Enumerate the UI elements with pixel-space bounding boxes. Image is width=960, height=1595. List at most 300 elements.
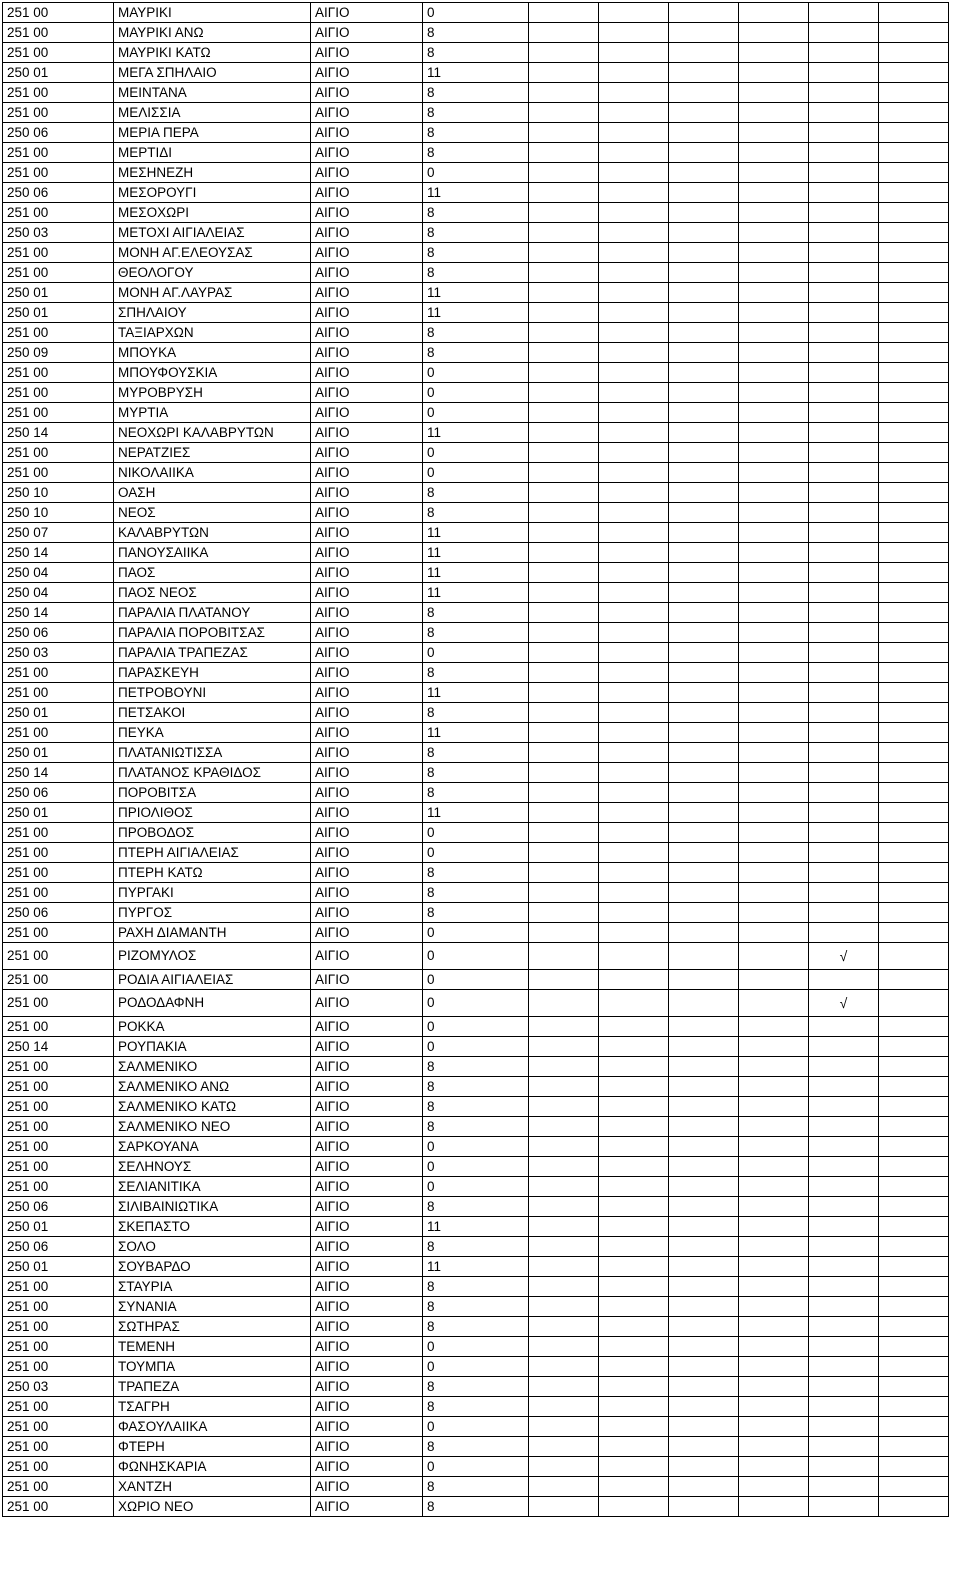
cell-value: 11 [423, 683, 529, 703]
cell-empty [669, 1097, 739, 1117]
cell-name: ΠΑΟΣ ΝΕΟΣ [114, 583, 311, 603]
postal-code-table [2, 2, 949, 1517]
cell-area: ΑΙΓΙΟ [311, 683, 423, 703]
cell-empty [879, 1497, 949, 1517]
cell-empty [599, 803, 669, 823]
cell-empty [599, 703, 669, 723]
cell-empty [529, 1497, 599, 1517]
cell-empty [669, 1057, 739, 1077]
cell-empty [599, 943, 669, 970]
cell-empty [599, 1357, 669, 1377]
cell-empty [879, 1477, 949, 1497]
cell-empty [669, 603, 739, 623]
cell-empty [669, 783, 739, 803]
table-row [3, 1317, 949, 1337]
table-row [3, 903, 949, 923]
cell-empty [529, 1397, 599, 1417]
cell-area: ΑΙΓΙΟ [311, 223, 423, 243]
cell-empty [669, 263, 739, 283]
cell-value: 8 [423, 1237, 529, 1257]
cell-check-mark [809, 363, 879, 383]
cell-empty [669, 683, 739, 703]
cell-empty [669, 1017, 739, 1037]
cell-empty [669, 503, 739, 523]
cell-code: 251 00 [3, 363, 114, 383]
cell-empty [529, 903, 599, 923]
cell-value: 8 [423, 1317, 529, 1337]
cell-empty [669, 1217, 739, 1237]
cell-empty [669, 123, 739, 143]
table-row [3, 883, 949, 903]
cell-empty [529, 843, 599, 863]
cell-empty [669, 1457, 739, 1477]
cell-code: 251 00 [3, 1477, 114, 1497]
cell-empty [879, 923, 949, 943]
cell-name: ΜΕΣΟΡΟΥΓΙ [114, 183, 311, 203]
cell-code: 250 06 [3, 183, 114, 203]
cell-empty [879, 723, 949, 743]
cell-empty [739, 943, 809, 970]
cell-empty [529, 383, 599, 403]
cell-area: ΑΙΓΙΟ [311, 723, 423, 743]
cell-empty [599, 723, 669, 743]
cell-check-mark [809, 23, 879, 43]
table-row [3, 163, 949, 183]
cell-check-mark [809, 1017, 879, 1037]
cell-empty [599, 583, 669, 603]
cell-empty [739, 703, 809, 723]
cell-empty [669, 343, 739, 363]
cell-code: 250 06 [3, 903, 114, 923]
cell-empty [529, 463, 599, 483]
cell-empty [739, 623, 809, 643]
cell-code: 251 00 [3, 923, 114, 943]
cell-area: ΑΙΓΙΟ [311, 1097, 423, 1117]
cell-name: ΠΑΝΟΥΣΑΙΙΚΑ [114, 543, 311, 563]
table-row [3, 1157, 949, 1177]
cell-empty [879, 343, 949, 363]
cell-check-mark [809, 1297, 879, 1317]
cell-empty [879, 1377, 949, 1397]
cell-value: 8 [423, 123, 529, 143]
cell-empty [879, 883, 949, 903]
cell-empty [599, 3, 669, 23]
cell-empty [739, 1177, 809, 1197]
cell-empty [599, 1337, 669, 1357]
cell-code: 250 07 [3, 523, 114, 543]
cell-value: 11 [423, 63, 529, 83]
cell-empty [529, 123, 599, 143]
cell-empty [879, 123, 949, 143]
cell-area: ΑΙΓΙΟ [311, 990, 423, 1017]
cell-empty [599, 1457, 669, 1477]
cell-empty [739, 1257, 809, 1277]
cell-empty [529, 623, 599, 643]
cell-empty [669, 823, 739, 843]
cell-empty [879, 1077, 949, 1097]
cell-value: 0 [423, 1017, 529, 1037]
table-row [3, 183, 949, 203]
cell-name: ΣΑΛΜΕΝΙΚΟ [114, 1057, 311, 1077]
cell-empty [599, 1157, 669, 1177]
cell-value: 8 [423, 763, 529, 783]
cell-name: ΝΕΡΑΤΖΙΕΣ [114, 443, 311, 463]
cell-value: 0 [423, 1137, 529, 1157]
cell-empty [599, 543, 669, 563]
cell-name: ΤΟΥΜΠΑ [114, 1357, 311, 1377]
cell-code: 251 00 [3, 663, 114, 683]
cell-empty [599, 1137, 669, 1157]
cell-value: 11 [423, 803, 529, 823]
cell-empty [599, 783, 669, 803]
cell-area: ΑΙΓΙΟ [311, 403, 423, 423]
cell-name: ΜΥΡΟΒΡΥΣΗ [114, 383, 311, 403]
table-row [3, 443, 949, 463]
cell-area: ΑΙΓΙΟ [311, 63, 423, 83]
cell-check-mark [809, 763, 879, 783]
cell-empty [879, 143, 949, 163]
cell-name: ΣΑΛΜΕΝΙΚΟ ΚΑΤΩ [114, 1097, 311, 1117]
cell-empty [529, 1197, 599, 1217]
cell-name: ΣΤΑΥΡΙΑ [114, 1277, 311, 1297]
cell-area: ΑΙΓΙΟ [311, 203, 423, 223]
cell-empty [879, 763, 949, 783]
cell-empty [599, 763, 669, 783]
cell-area: ΑΙΓΙΟ [311, 123, 423, 143]
cell-empty [599, 1237, 669, 1257]
cell-empty [529, 83, 599, 103]
cell-empty [739, 1017, 809, 1037]
cell-name: ΤΑΞΙΑΡΧΩΝ [114, 323, 311, 343]
cell-empty [529, 143, 599, 163]
cell-empty [739, 303, 809, 323]
cell-empty [529, 1277, 599, 1297]
cell-empty [879, 1117, 949, 1137]
cell-name: ΤΣΑΓΡΗ [114, 1397, 311, 1417]
cell-empty [879, 563, 949, 583]
cell-check-mark [809, 1057, 879, 1077]
cell-empty [529, 1117, 599, 1137]
cell-empty [739, 683, 809, 703]
cell-empty [739, 263, 809, 283]
cell-value: 11 [423, 583, 529, 603]
cell-value: 0 [423, 990, 529, 1017]
cell-empty [599, 283, 669, 303]
cell-empty [879, 423, 949, 443]
cell-name: ΜΕΣΗΝΕΖΗ [114, 163, 311, 183]
cell-area: ΑΙΓΙΟ [311, 523, 423, 543]
table-row [3, 1097, 949, 1117]
cell-value: 8 [423, 663, 529, 683]
cell-empty [739, 1477, 809, 1497]
cell-code: 250 06 [3, 1197, 114, 1217]
table-row [3, 543, 949, 563]
cell-code: 250 06 [3, 623, 114, 643]
cell-empty [599, 883, 669, 903]
cell-empty [669, 943, 739, 970]
cell-empty [599, 1437, 669, 1457]
cell-empty [669, 463, 739, 483]
cell-name: ΜΠΟΥΦΟΥΣΚΙΑ [114, 363, 311, 383]
cell-check-mark [809, 823, 879, 843]
cell-code: 251 00 [3, 943, 114, 970]
cell-code: 250 06 [3, 1237, 114, 1257]
cell-area: ΑΙΓΙΟ [311, 1057, 423, 1077]
cell-name: ΧΩΡΙΟ ΝΕΟ [114, 1497, 311, 1517]
cell-empty [599, 563, 669, 583]
cell-empty [739, 1037, 809, 1057]
cell-empty [739, 143, 809, 163]
cell-name: ΠΡΙΟΛΙΘΟΣ [114, 803, 311, 823]
cell-empty [739, 863, 809, 883]
cell-code: 251 00 [3, 1457, 114, 1477]
cell-code: 251 00 [3, 3, 114, 23]
cell-check-mark [809, 263, 879, 283]
cell-code: 250 14 [3, 543, 114, 563]
cell-name: ΤΡΑΠΕΖΑ [114, 1377, 311, 1397]
cell-check-mark [809, 1237, 879, 1257]
cell-area: ΑΙΓΙΟ [311, 423, 423, 443]
cell-area: ΑΙΓΙΟ [311, 1137, 423, 1157]
cell-empty [669, 423, 739, 443]
cell-empty [739, 583, 809, 603]
cell-name: ΡΙΖΟΜΥΛΟΣ [114, 943, 311, 970]
cell-empty [879, 403, 949, 423]
table-row [3, 1177, 949, 1197]
cell-empty [739, 543, 809, 563]
cell-code: 250 09 [3, 343, 114, 363]
cell-empty [529, 563, 599, 583]
cell-name: ΣΕΛΗΝΟΥΣ [114, 1157, 311, 1177]
cell-check-mark [809, 1097, 879, 1117]
cell-code: 250 01 [3, 63, 114, 83]
cell-code: 251 00 [3, 1117, 114, 1137]
table-row [3, 663, 949, 683]
cell-empty [879, 203, 949, 223]
cell-empty [599, 1197, 669, 1217]
cell-name: ΜΟΝΗ ΑΓ.ΛΑΥΡΑΣ [114, 283, 311, 303]
cell-empty [739, 1317, 809, 1337]
cell-area: ΑΙΓΙΟ [311, 1337, 423, 1357]
cell-empty [879, 1417, 949, 1437]
cell-area: ΑΙΓΙΟ [311, 1457, 423, 1477]
cell-value: 8 [423, 1197, 529, 1217]
cell-name: ΠΥΡΓΟΣ [114, 903, 311, 923]
cell-empty [669, 1437, 739, 1457]
cell-empty [529, 823, 599, 843]
cell-value: 8 [423, 243, 529, 263]
cell-check-mark [809, 343, 879, 363]
table-row [3, 283, 949, 303]
cell-empty [529, 443, 599, 463]
table-row [3, 723, 949, 743]
cell-code: 250 03 [3, 223, 114, 243]
cell-value: 0 [423, 1357, 529, 1377]
cell-empty [599, 643, 669, 663]
cell-code: 251 00 [3, 1357, 114, 1377]
cell-empty [599, 323, 669, 343]
cell-check-mark [809, 183, 879, 203]
cell-area: ΑΙΓΙΟ [311, 703, 423, 723]
table-row [3, 943, 949, 970]
cell-area: ΑΙΓΙΟ [311, 1397, 423, 1417]
cell-empty [879, 603, 949, 623]
cell-name: ΠΥΡΓΑΚΙ [114, 883, 311, 903]
table-row [3, 1277, 949, 1297]
cell-code: 250 03 [3, 643, 114, 663]
cell-empty [739, 1497, 809, 1517]
cell-name: ΜΕΡΙΑ ΠΕΡΑ [114, 123, 311, 143]
cell-code: 251 00 [3, 143, 114, 163]
cell-area: ΑΙΓΙΟ [311, 163, 423, 183]
cell-area: ΑΙΓΙΟ [311, 803, 423, 823]
cell-check-mark [809, 1077, 879, 1097]
cell-empty [529, 803, 599, 823]
table-row [3, 143, 949, 163]
cell-area: ΑΙΓΙΟ [311, 1177, 423, 1197]
cell-empty [529, 3, 599, 23]
cell-empty [739, 1437, 809, 1457]
cell-check-mark [809, 383, 879, 403]
cell-empty [879, 3, 949, 23]
cell-name: ΜΕΤΟΧΙ ΑΙΓΙΑΛΕΙΑΣ [114, 223, 311, 243]
cell-empty [879, 83, 949, 103]
cell-empty [739, 1077, 809, 1097]
cell-empty [879, 903, 949, 923]
cell-empty [739, 463, 809, 483]
cell-empty [599, 383, 669, 403]
cell-empty [599, 443, 669, 463]
cell-empty [669, 483, 739, 503]
cell-empty [669, 383, 739, 403]
cell-area: ΑΙΓΙΟ [311, 970, 423, 990]
cell-value: 11 [423, 1257, 529, 1277]
cell-value: 11 [423, 303, 529, 323]
cell-check-mark [809, 303, 879, 323]
cell-name: ΦΤΕΡΗ [114, 1437, 311, 1457]
cell-empty [529, 1157, 599, 1177]
cell-code: 250 14 [3, 763, 114, 783]
table-row [3, 223, 949, 243]
cell-check-mark [809, 1337, 879, 1357]
table-row [3, 1257, 949, 1277]
cell-empty [669, 923, 739, 943]
cell-name: ΝΕΟΣ [114, 503, 311, 523]
cell-check-mark [809, 83, 879, 103]
cell-empty [599, 303, 669, 323]
cell-area: ΑΙΓΙΟ [311, 543, 423, 563]
cell-empty [529, 23, 599, 43]
cell-check-mark [809, 803, 879, 823]
cell-name: ΦΩΝΗΣΚΑΡΙΑ [114, 1457, 311, 1477]
cell-code: 251 00 [3, 1337, 114, 1357]
cell-area: ΑΙΓΙΟ [311, 943, 423, 970]
cell-empty [669, 1357, 739, 1377]
cell-empty [529, 1437, 599, 1457]
cell-empty [669, 990, 739, 1017]
table-row [3, 483, 949, 503]
table-row [3, 643, 949, 663]
table-row [3, 823, 949, 843]
cell-empty [739, 990, 809, 1017]
cell-value: 0 [423, 1337, 529, 1357]
cell-empty [879, 103, 949, 123]
table-row [3, 970, 949, 990]
cell-empty [599, 1057, 669, 1077]
cell-empty [599, 603, 669, 623]
cell-empty [529, 1457, 599, 1477]
cell-empty [529, 283, 599, 303]
cell-value: 8 [423, 343, 529, 363]
cell-code: 250 04 [3, 563, 114, 583]
cell-value: 0 [423, 163, 529, 183]
cell-empty [599, 970, 669, 990]
cell-empty [879, 183, 949, 203]
cell-area: ΑΙΓΙΟ [311, 1257, 423, 1277]
table-row [3, 563, 949, 583]
cell-check-mark [809, 1257, 879, 1277]
cell-empty [669, 1237, 739, 1257]
cell-empty [529, 323, 599, 343]
cell-code: 251 00 [3, 163, 114, 183]
cell-check-mark [809, 483, 879, 503]
table-row [3, 1417, 949, 1437]
cell-empty [669, 1297, 739, 1317]
cell-empty [739, 603, 809, 623]
cell-empty [669, 1157, 739, 1177]
cell-area: ΑΙΓΙΟ [311, 843, 423, 863]
cell-value: 0 [423, 1157, 529, 1177]
cell-empty [669, 243, 739, 263]
cell-code: 251 00 [3, 83, 114, 103]
cell-empty [879, 463, 949, 483]
cell-empty [529, 103, 599, 123]
cell-check-mark [809, 783, 879, 803]
cell-empty [669, 83, 739, 103]
cell-code: 251 00 [3, 1057, 114, 1077]
cell-check-mark [809, 523, 879, 543]
cell-empty [529, 783, 599, 803]
cell-empty [669, 643, 739, 663]
cell-area: ΑΙΓΙΟ [311, 183, 423, 203]
cell-code: 251 00 [3, 403, 114, 423]
cell-empty [739, 923, 809, 943]
cell-name: ΝΕΟΧΩΡΙ ΚΑΛΑΒΡΥΤΩΝ [114, 423, 311, 443]
cell-empty [739, 1097, 809, 1117]
table-row [3, 1297, 949, 1317]
cell-empty [669, 303, 739, 323]
cell-empty [739, 1277, 809, 1297]
cell-empty [739, 323, 809, 343]
cell-empty [599, 1497, 669, 1517]
cell-empty [599, 1297, 669, 1317]
cell-empty [529, 883, 599, 903]
cell-empty [529, 243, 599, 263]
cell-name: ΠΑΡΑΛΙΑ ΤΡΑΠΕΖΑΣ [114, 643, 311, 663]
cell-empty [669, 363, 739, 383]
cell-empty [599, 423, 669, 443]
table-row [3, 23, 949, 43]
cell-value: 8 [423, 1477, 529, 1497]
cell-code: 250 01 [3, 1217, 114, 1237]
table-row [3, 63, 949, 83]
cell-code: 251 00 [3, 1317, 114, 1337]
cell-area: ΑΙΓΙΟ [311, 463, 423, 483]
cell-area: ΑΙΓΙΟ [311, 823, 423, 843]
cell-empty [599, 990, 669, 1017]
table-row [3, 1497, 949, 1517]
cell-value: 8 [423, 1097, 529, 1117]
